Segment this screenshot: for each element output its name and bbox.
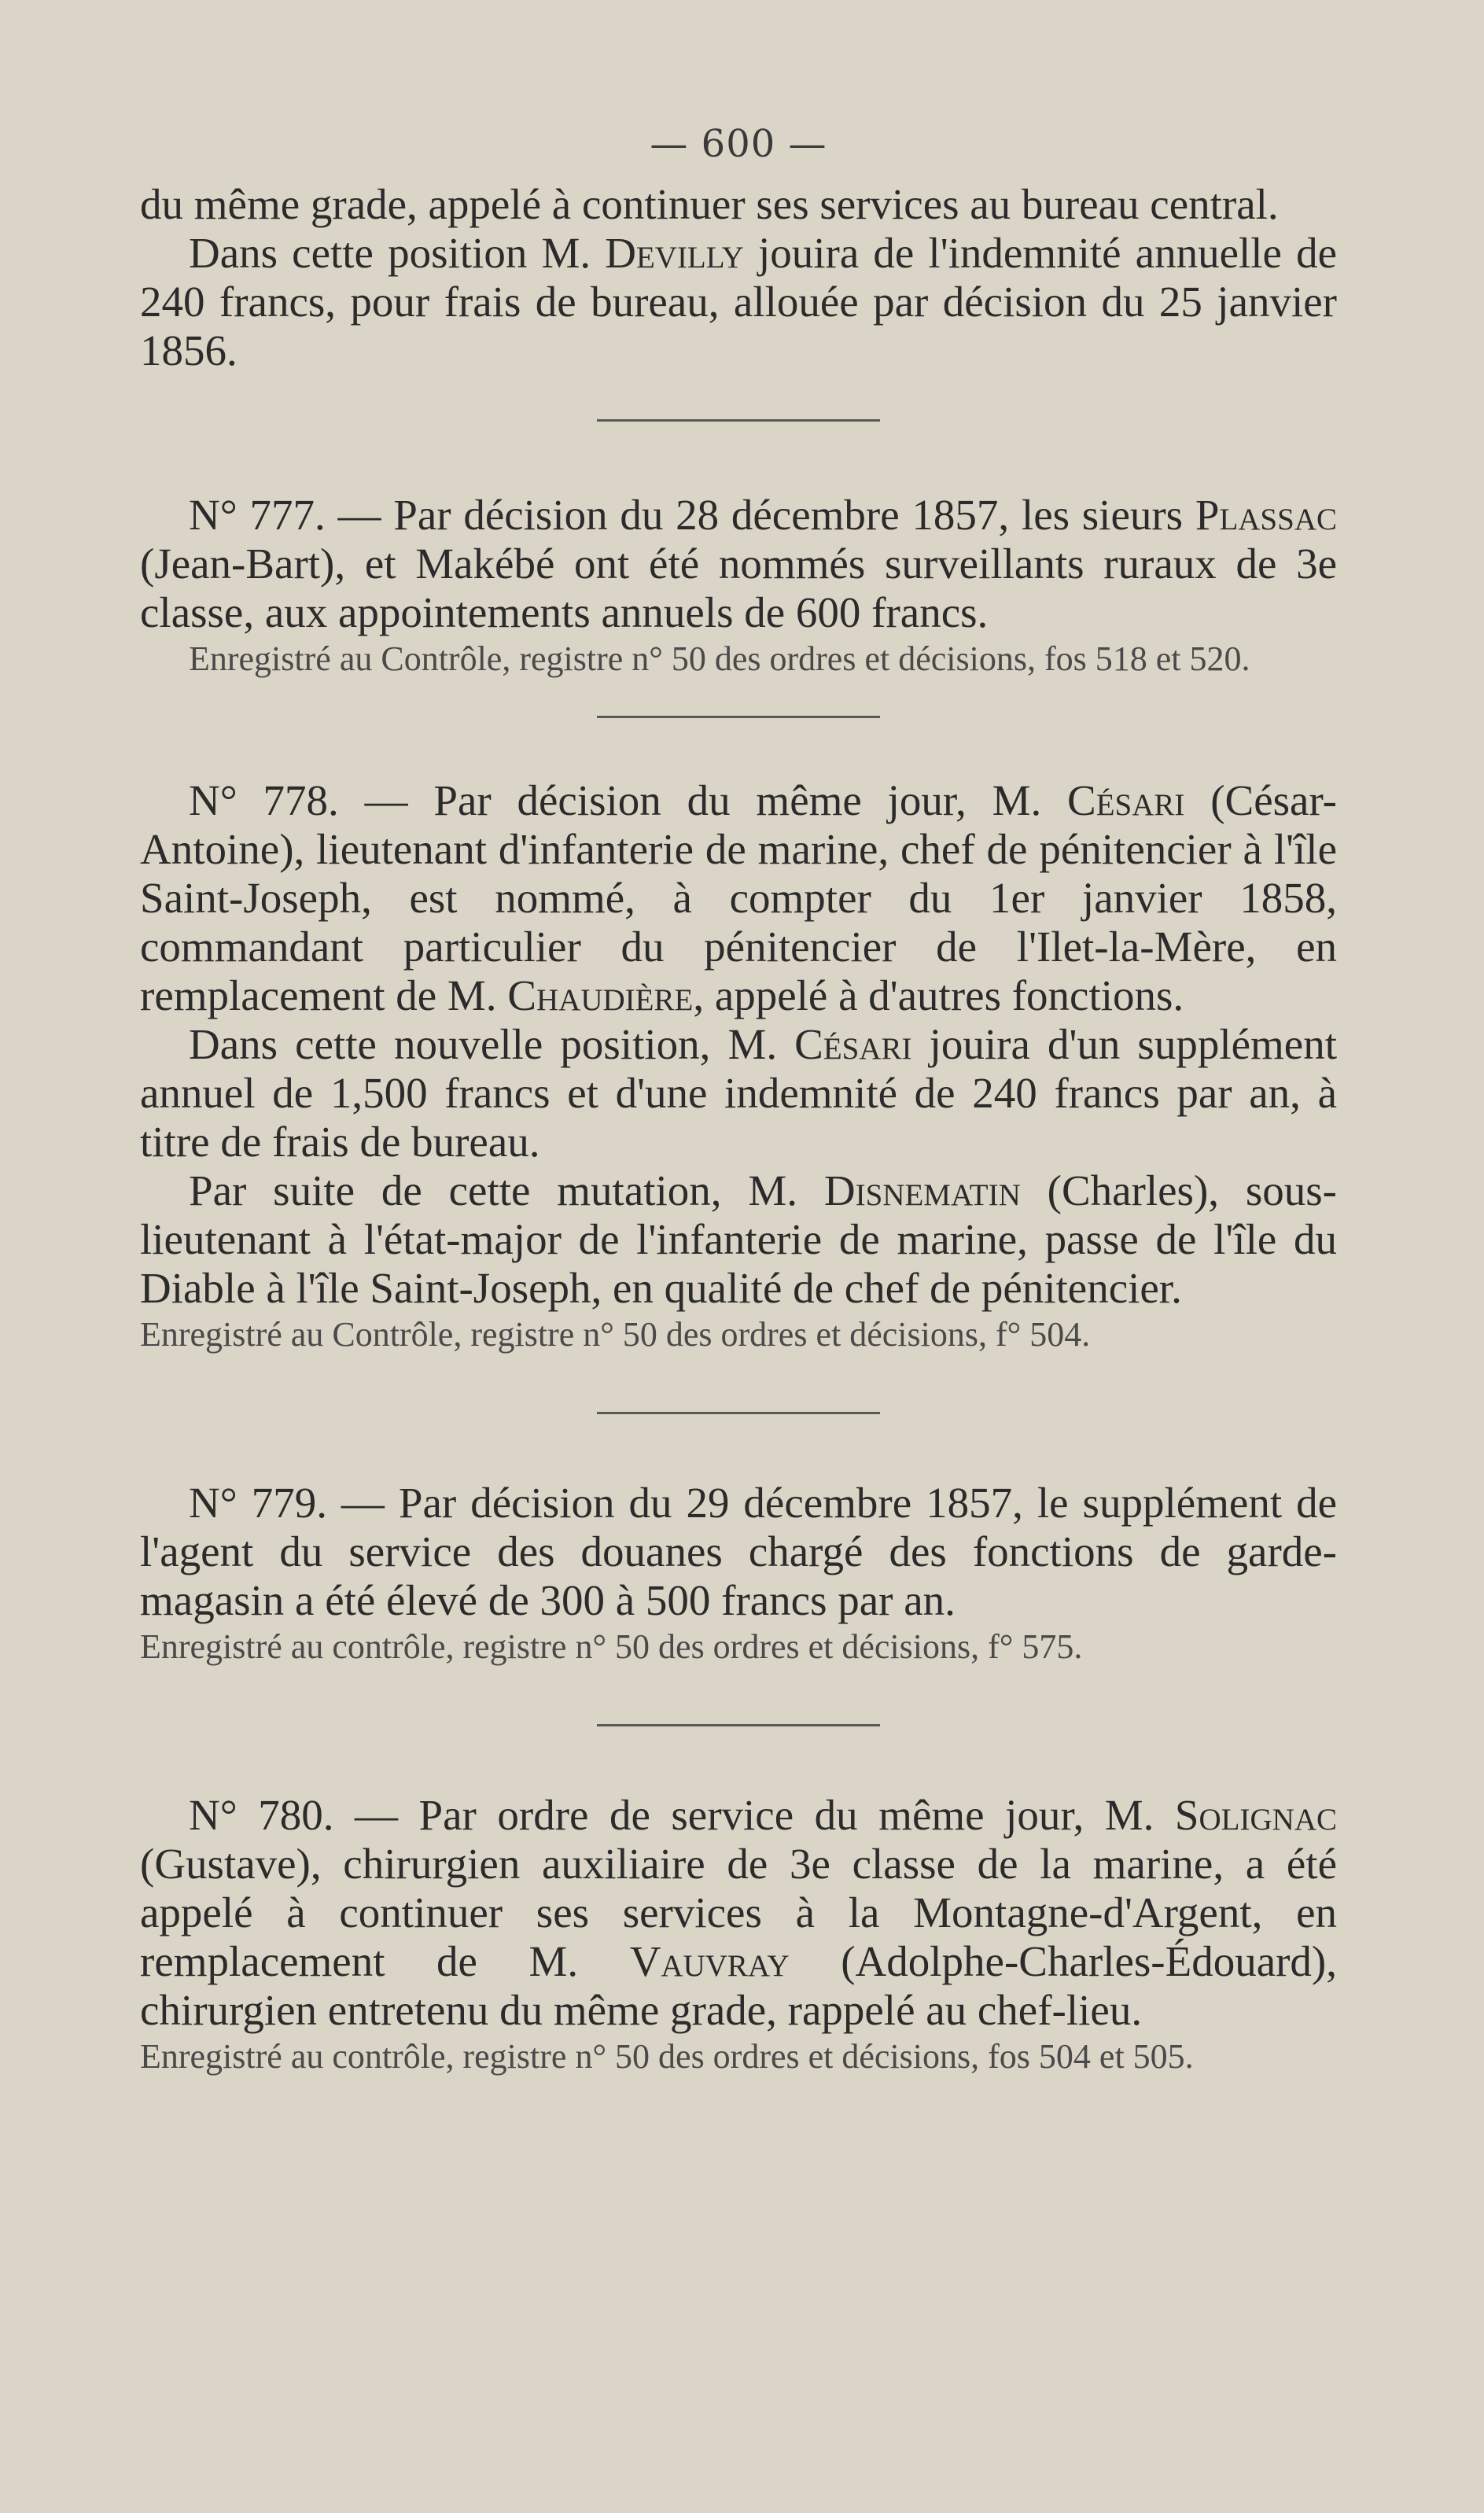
entry-text-middle: (Gustave), chirurgien auxiliaire de 3e classe de la marine, a été appelé à continuer ses services à la Montagne-d'Argent, en remplacement de M.: [140, 1840, 1337, 1985]
entry-text-start: Par suite de cette mutation, M.: [189, 1166, 824, 1214]
entry-text-end: , appelé à d'autres fonctions.: [693, 971, 1184, 1019]
entry-paragraph: [140, 1791, 1337, 2035]
entry-paragraph: [140, 776, 1337, 1020]
person-name: Césari: [1067, 776, 1185, 824]
person-name: Disnematin: [823, 1166, 1021, 1214]
separator-rule: [597, 1724, 880, 1726]
entry-paragraph: N° 779. — Par décision du 29 décembre 1857, le supplément de l'agent du service des douanes chargé des fonctions de garde-magasin a été élevé de 300 à 500 francs par an.: [140, 1479, 1337, 1624]
registration-note: Enregistré au contrôle, registre n° 50 des ordres et décisions, f° 575.: [140, 1627, 1083, 1666]
entry-text-start: N° 777. — Par décision du 28 décembre 1857, les sieurs: [189, 491, 1195, 539]
intro-paragraph: [140, 229, 1337, 375]
intro-text-start: Dans cette position M.: [189, 229, 606, 277]
page-number: — 600 —: [650, 122, 827, 166]
page-content: [140, 122, 1337, 2079]
person-name: Devilly: [605, 229, 744, 277]
entry-text-end: (Jean-Bart), et Makébé ont été nommés surveillants ruraux de 3e classe, aux appointements annuels de 600 francs.: [140, 540, 1337, 636]
entry-777: [140, 491, 1337, 681]
continuation-paragraph: du même grade, appelé à continuer ses services au bureau central.: [140, 180, 1279, 228]
separator-rule: [597, 419, 880, 422]
person-name: Plassac: [1195, 491, 1337, 539]
entry-text-start: N° 780. — Par ordre de service du même jour, M.: [189, 1791, 1175, 1839]
intro-block: [140, 180, 1337, 375]
entry-text-start: N° 778. — Par décision du même jour, M.: [189, 776, 1068, 824]
registration-note: Enregistré au contrôle, registre n° 50 des ordres et décisions, fos 504 et 505.: [140, 2037, 1194, 2076]
entry-text-end: (Charles), sous-lieutenant à l'état-major de l'infanterie de marine, passe de l'île du Diable à l'île Saint-Joseph, en qualité de chef de pénitencier.: [140, 1166, 1337, 1312]
separator-rule: [597, 716, 880, 718]
intro-text-end: jouira de l'indemnité annuelle de 240 francs, pour frais de bureau, allouée par décision du 25 janvier 1856.: [140, 229, 1338, 374]
entry-text-middle: (César-Antoine), lieutenant d'infanterie de marine, chef de pénitencier à l'île Saint-Joseph, est nommé, à compter du 1er janvier 1858, commandant particulier du pénitencier de l'Ilet-la-Mère, en remplacement de M.: [140, 776, 1337, 1019]
person-name: Chaudière: [507, 971, 694, 1019]
registration-note: Enregistré au Contrôle, registre n° 50 des ordres et décisions, fos 518 et 520.: [189, 639, 1250, 678]
entry-paragraph: [140, 491, 1337, 637]
person-name: Césari: [794, 1020, 912, 1068]
registration-note: Enregistré au Contrôle, registre n° 50 des ordres et décisions, f° 504.: [140, 1315, 1091, 1354]
entry-778: [140, 776, 1337, 1357]
entry-780: [140, 1791, 1337, 2079]
entry-paragraph: [140, 1020, 1337, 1166]
entry-text-end: jouira d'un supplément annuel de 1,500 francs et d'une indemnité de 240 francs par an, à titre de frais de bureau.: [140, 1020, 1337, 1166]
entry-paragraph: [140, 1166, 1337, 1313]
separator-rule: [597, 1412, 880, 1414]
entry-779: [140, 1479, 1337, 1669]
person-name: Solignac: [1174, 1791, 1337, 1839]
entry-text-start: Dans cette nouvelle position, M.: [189, 1020, 795, 1068]
person-name: Vauvray: [629, 1937, 790, 1985]
entry-text-end: (Adolphe-Charles-Édouard), chirurgien entretenu du même grade, rappelé au chef-lieu.: [140, 1937, 1337, 2034]
